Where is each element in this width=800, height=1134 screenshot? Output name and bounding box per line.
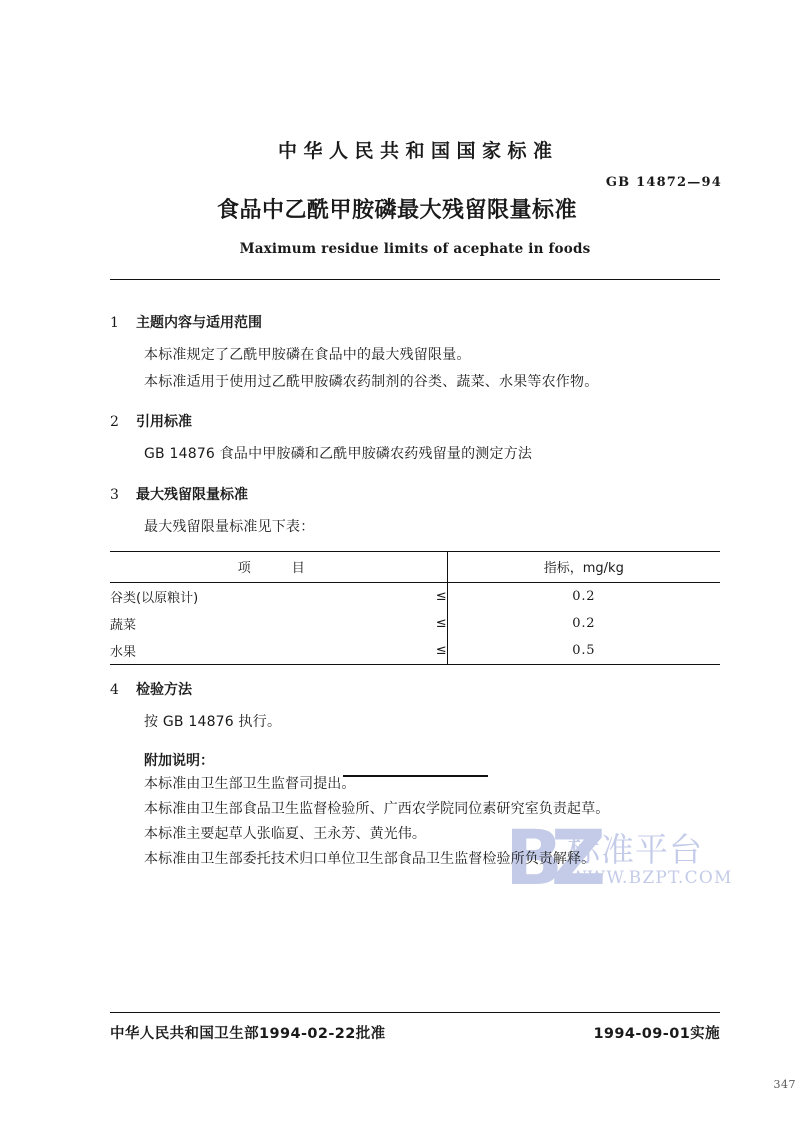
row-value: 0.5 — [447, 637, 720, 665]
table-row — [110, 582, 720, 610]
row-operator: ≤ — [409, 637, 448, 665]
appendix-line-4: 本标准由卫生部委托技术归口单位卫生部食品卫生监督检验所负责解释。 — [144, 851, 596, 868]
appendix-line-1: 本标准由卫生部卫生监督司提出。 — [144, 776, 356, 792]
table-header-row — [110, 551, 720, 582]
row-operator: ≤ — [435, 588, 447, 604]
row-item-name: 谷类(以原粮计) — [110, 590, 199, 606]
approval-text: 中华人民共和国卫生部1994-02-22批准 — [110, 1026, 386, 1042]
clause-4-number: 4 — [110, 681, 119, 698]
table-header-item — [110, 551, 447, 582]
page-footer — [110, 1012, 720, 1043]
title-row — [110, 175, 722, 227]
spacer — [110, 397, 720, 411]
residue-limits-table — [110, 551, 720, 665]
row-value: 0.2 — [447, 582, 720, 610]
watermark-url: WWW.BZPT.COM — [569, 868, 733, 888]
clause-1-para-2: 本标准适用于使用过乙酰甲胺磷农药制剂的谷类、蔬菜、水果等农作物。 — [144, 373, 599, 390]
clause-1-title: 主题内容与适用范围 — [136, 315, 262, 331]
table-row — [110, 637, 720, 665]
page-content — [110, 0, 720, 1134]
table-header-index: 指标，mg/kg — [447, 551, 720, 582]
watermark-title: 标准平台 — [567, 830, 703, 869]
implementation-text: 1994-09-01实施 — [593, 1026, 720, 1042]
table-row — [110, 610, 720, 637]
watermark-logo: BZ — [505, 813, 595, 902]
english-title: Maximum residue limits of acephate in foods — [239, 241, 591, 257]
clause-3-heading — [110, 484, 720, 504]
clause-2-number: 2 — [110, 414, 119, 431]
clause-3-title: 最大残留限量标准 — [136, 487, 248, 504]
national-standard-title: 中华人民共和国国家标准 — [277, 140, 559, 162]
row-item-name: 蔬菜 — [110, 617, 137, 633]
standard-number: GB 14872—94 — [605, 175, 722, 190]
appendix-line-2: 本标准由卫生部食品卫生监督检验所、广西农学院同位素研究室负责起草。 — [144, 801, 610, 818]
clause-4-heading — [110, 679, 720, 699]
clause-4-title: 检验方法 — [136, 681, 192, 698]
header-divider — [110, 279, 720, 280]
spacer — [110, 665, 720, 679]
clause-1-heading — [110, 312, 720, 332]
clause-1-number: 1 — [110, 315, 119, 331]
clause-2-heading — [110, 411, 720, 431]
footer-row — [110, 1022, 720, 1043]
clause-2-para-1: GB 14876 食品中甲胺磷和乙酰甲胺磷农药残留量的测定方法 — [144, 446, 533, 463]
clause-3-para-1: 最大残留限量标准见下表： — [144, 519, 315, 536]
row-item-name: 水果 — [110, 637, 409, 665]
document-body — [110, 312, 720, 777]
footer-divider — [110, 1012, 720, 1013]
page-title: 食品中乙酰甲胺磷最大残留限量标准 — [216, 198, 577, 223]
clause-2-title: 引用标准 — [136, 414, 192, 431]
row-operator: ≤ — [435, 615, 447, 631]
clause-1-para-1: 本标准规定了乙酰甲胺磷在食品中的最大残留限量。 — [144, 347, 471, 363]
document-header — [110, 136, 720, 280]
appendix-line-3: 本标准主要起草人张临夏、王永芳、黄光伟。 — [144, 826, 426, 843]
spacer — [110, 470, 720, 484]
page-number: 347 — [773, 1078, 796, 1091]
table-header-item-label: 项 目 — [237, 561, 319, 577]
row-value: 0.2 — [447, 610, 720, 637]
clause-4-para-1: 按 GB 14876 执行。 — [144, 713, 282, 730]
clause-3-number: 3 — [110, 487, 119, 504]
appendix-title: 附加说明： — [144, 753, 214, 769]
appendix-block — [144, 750, 720, 873]
